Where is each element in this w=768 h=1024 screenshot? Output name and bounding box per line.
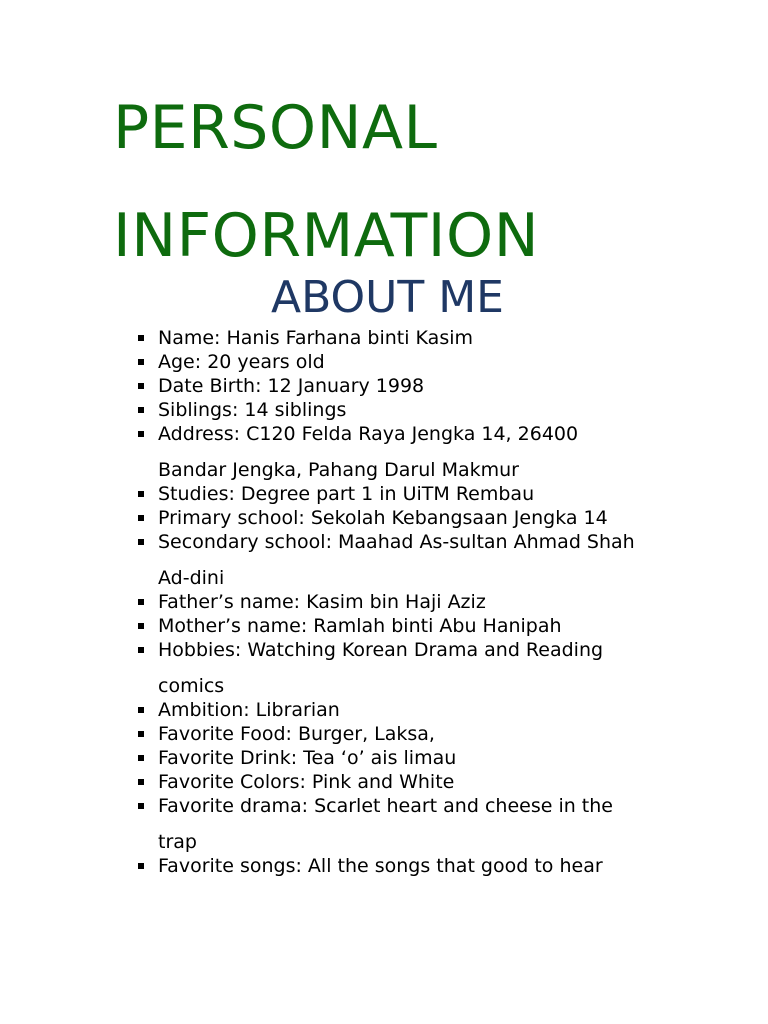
list-item-text: Primary school: Sekolah Kebangsaan Jengka 14	[158, 507, 608, 529]
list-item	[0, 398, 768, 422]
list-item-text: Mother’s name: Ramlah binti Abu Hanipah	[158, 615, 562, 637]
square-bullet-icon	[138, 383, 144, 389]
list-item-continuation: comics	[158, 675, 225, 697]
list-item-continuation: Bandar Jengka, Pahang Darul Makmur	[158, 459, 519, 481]
list-item-text: Age: 20 years old	[158, 351, 325, 373]
list-item-text: Favorite drama: Scarlet heart and cheese in the	[158, 795, 613, 817]
square-bullet-icon	[138, 539, 144, 545]
list-item	[0, 770, 768, 794]
list-item-text: Studies: Degree part 1 in UiTM Rembau	[158, 483, 535, 505]
list-item-continuation: Ad-dini	[158, 567, 225, 589]
square-bullet-icon	[138, 599, 144, 605]
list-item	[0, 326, 768, 350]
list-item	[0, 722, 768, 746]
list-item-text: Favorite Food: Burger, Laksa,	[158, 723, 435, 745]
list-item	[0, 854, 768, 878]
personal-info-list	[0, 326, 768, 878]
list-item	[0, 794, 768, 854]
list-item-text: Name: Hanis Farhana binti Kasim	[158, 327, 474, 349]
square-bullet-icon	[138, 491, 144, 497]
page-title-line-2: INFORMATION	[113, 201, 540, 271]
square-bullet-icon	[138, 863, 144, 869]
page-title-line-1: PERSONAL	[113, 93, 438, 163]
list-item	[0, 374, 768, 398]
list-item	[0, 350, 768, 374]
section-heading: ABOUT ME	[271, 272, 504, 323]
square-bullet-icon	[138, 779, 144, 785]
square-bullet-icon	[138, 623, 144, 629]
list-item-text: Address: C120 Felda Raya Jengka 14, 26400	[158, 423, 579, 445]
list-item	[0, 422, 768, 482]
square-bullet-icon	[138, 707, 144, 713]
list-item	[0, 614, 768, 638]
square-bullet-icon	[138, 431, 144, 437]
list-item	[0, 530, 768, 590]
square-bullet-icon	[138, 731, 144, 737]
list-item-text: Favorite Drink: Tea ‘o’ ais limau	[158, 747, 457, 769]
list-item	[0, 590, 768, 614]
list-item-text: Siblings: 14 siblings	[158, 399, 347, 421]
list-item-text: Father’s name: Kasim bin Haji Aziz	[158, 591, 486, 613]
list-item	[0, 746, 768, 770]
list-item	[0, 506, 768, 530]
list-item-text: Favorite songs: All the songs that good to hear	[158, 855, 603, 877]
list-item-text: Ambition: Librarian	[158, 699, 340, 721]
list-item-text: Date Birth: 12 January 1998	[158, 375, 425, 397]
list-item-text: Secondary school: Maahad As-sultan Ahmad Shah	[158, 531, 635, 553]
list-item-continuation: trap	[158, 831, 197, 853]
square-bullet-icon	[138, 407, 144, 413]
list-item-text: Favorite Colors: Pink and White	[158, 771, 455, 793]
square-bullet-icon	[138, 755, 144, 761]
list-item	[0, 698, 768, 722]
list-item	[0, 638, 768, 698]
square-bullet-icon	[138, 647, 144, 653]
list-item-text: Hobbies: Watching Korean Drama and Reading	[158, 639, 604, 661]
square-bullet-icon	[138, 515, 144, 521]
square-bullet-icon	[138, 359, 144, 365]
square-bullet-icon	[138, 335, 144, 341]
list-item	[0, 482, 768, 506]
square-bullet-icon	[138, 803, 144, 809]
